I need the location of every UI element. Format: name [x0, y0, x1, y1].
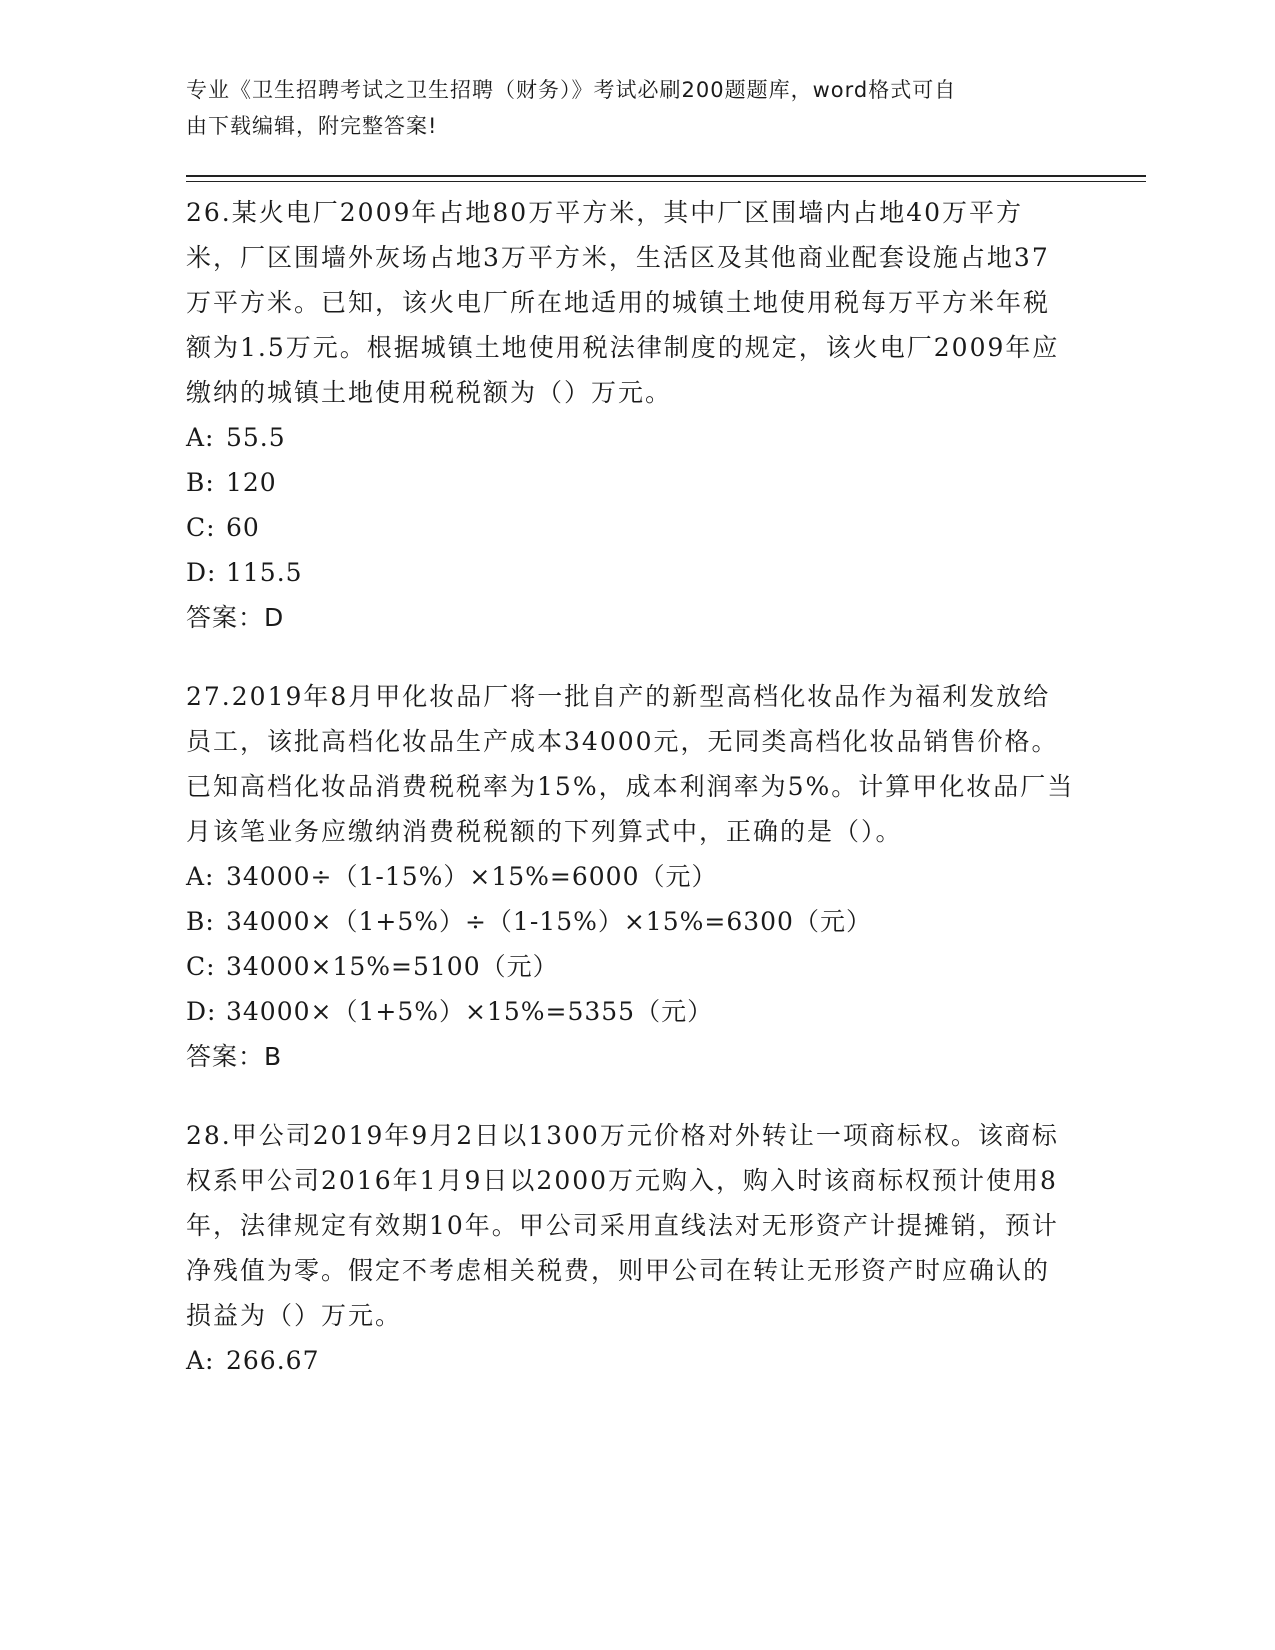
question-28: [186, 1113, 1076, 1383]
option-text: 34000×（1+5%）×15%=5355（元）: [226, 997, 714, 1026]
option-a: [186, 854, 1076, 899]
header-line-1: 专业《卫生招聘考试之卫生招聘（财务）》考试必刷200题题库，word格式可自: [186, 78, 957, 102]
option-b: [186, 460, 1076, 505]
option-text: 266.67: [226, 1346, 320, 1375]
option-label: D:: [186, 997, 217, 1026]
option-label: C:: [186, 513, 216, 542]
question-27: [186, 674, 1076, 1079]
header-divider-thin: [186, 181, 1146, 182]
option-c: [186, 505, 1076, 550]
option-d: [186, 550, 1076, 595]
option-text: 34000×15%=5100（元）: [226, 952, 559, 981]
option-label: B:: [186, 907, 215, 936]
option-label: A:: [186, 1346, 215, 1375]
question-stem: 26.某火电厂2009年占地80万平方米，其中厂区围墙内占地40万平方米，厂区围墙外灰场占地3万平方米，生活区及其他商业配套设施占地37万平方米。已知，该火电厂所在地适用的城镇土地使用税每万平方米年税额为1.5万元。根据城镇土地使用税法律制度的规定，该火电厂2009年应缴纳的城镇土地使用税税额为（）万元。: [186, 198, 1060, 407]
answer: 答案：D: [186, 603, 285, 632]
option-text: 34000÷（1-15%）×15%=6000（元）: [226, 862, 718, 891]
option-text: 60: [226, 513, 260, 542]
option-text: 34000×（1+5%）÷（1-15%）×15%=6300（元）: [226, 907, 872, 936]
option-label: D:: [186, 558, 217, 587]
document-header: [186, 72, 1066, 144]
question-26: [186, 190, 1076, 640]
option-b: [186, 899, 1076, 944]
option-label: C:: [186, 952, 216, 981]
header-divider-thick: [186, 175, 1146, 177]
question-stem: 27.2019年8月甲化妆品厂将一批自产的新型高档化妆品作为福利发放给员工，该批高档化妆品生产成本34000元，无同类高档化妆品销售价格。已知高档化妆品消费税税率为15%，成本利润率为5%。计算甲化妆品厂当月该笔业务应缴纳消费税税额的下列算式中，正确的是（）。: [186, 682, 1075, 846]
option-text: 115.5: [226, 558, 303, 587]
option-label: A:: [186, 423, 215, 452]
option-text: 55.5: [226, 423, 286, 452]
option-text: 120: [226, 468, 277, 497]
header-line-2: 由下载编辑，附完整答案!: [186, 114, 438, 138]
question-stem: 28.甲公司2019年9月2日以1300万元价格对外转让一项商标权。该商标权系甲公司2016年1月9日以2000万元购入，购入时该商标权预计使用8年，法律规定有效期10年。甲公司采用直线法对无形资产计提摊销，预计净残值为零。假定不考虑相关税费，则甲公司在转让无形资产时应确认的损益为（）万元。: [186, 1121, 1059, 1330]
question-list: [186, 190, 1076, 1417]
option-c: [186, 944, 1076, 989]
option-label: B:: [186, 468, 215, 497]
option-label: A:: [186, 862, 215, 891]
option-a: [186, 1338, 1076, 1383]
option-a: [186, 415, 1076, 460]
option-d: [186, 989, 1076, 1034]
answer: 答案：B: [186, 1042, 283, 1071]
